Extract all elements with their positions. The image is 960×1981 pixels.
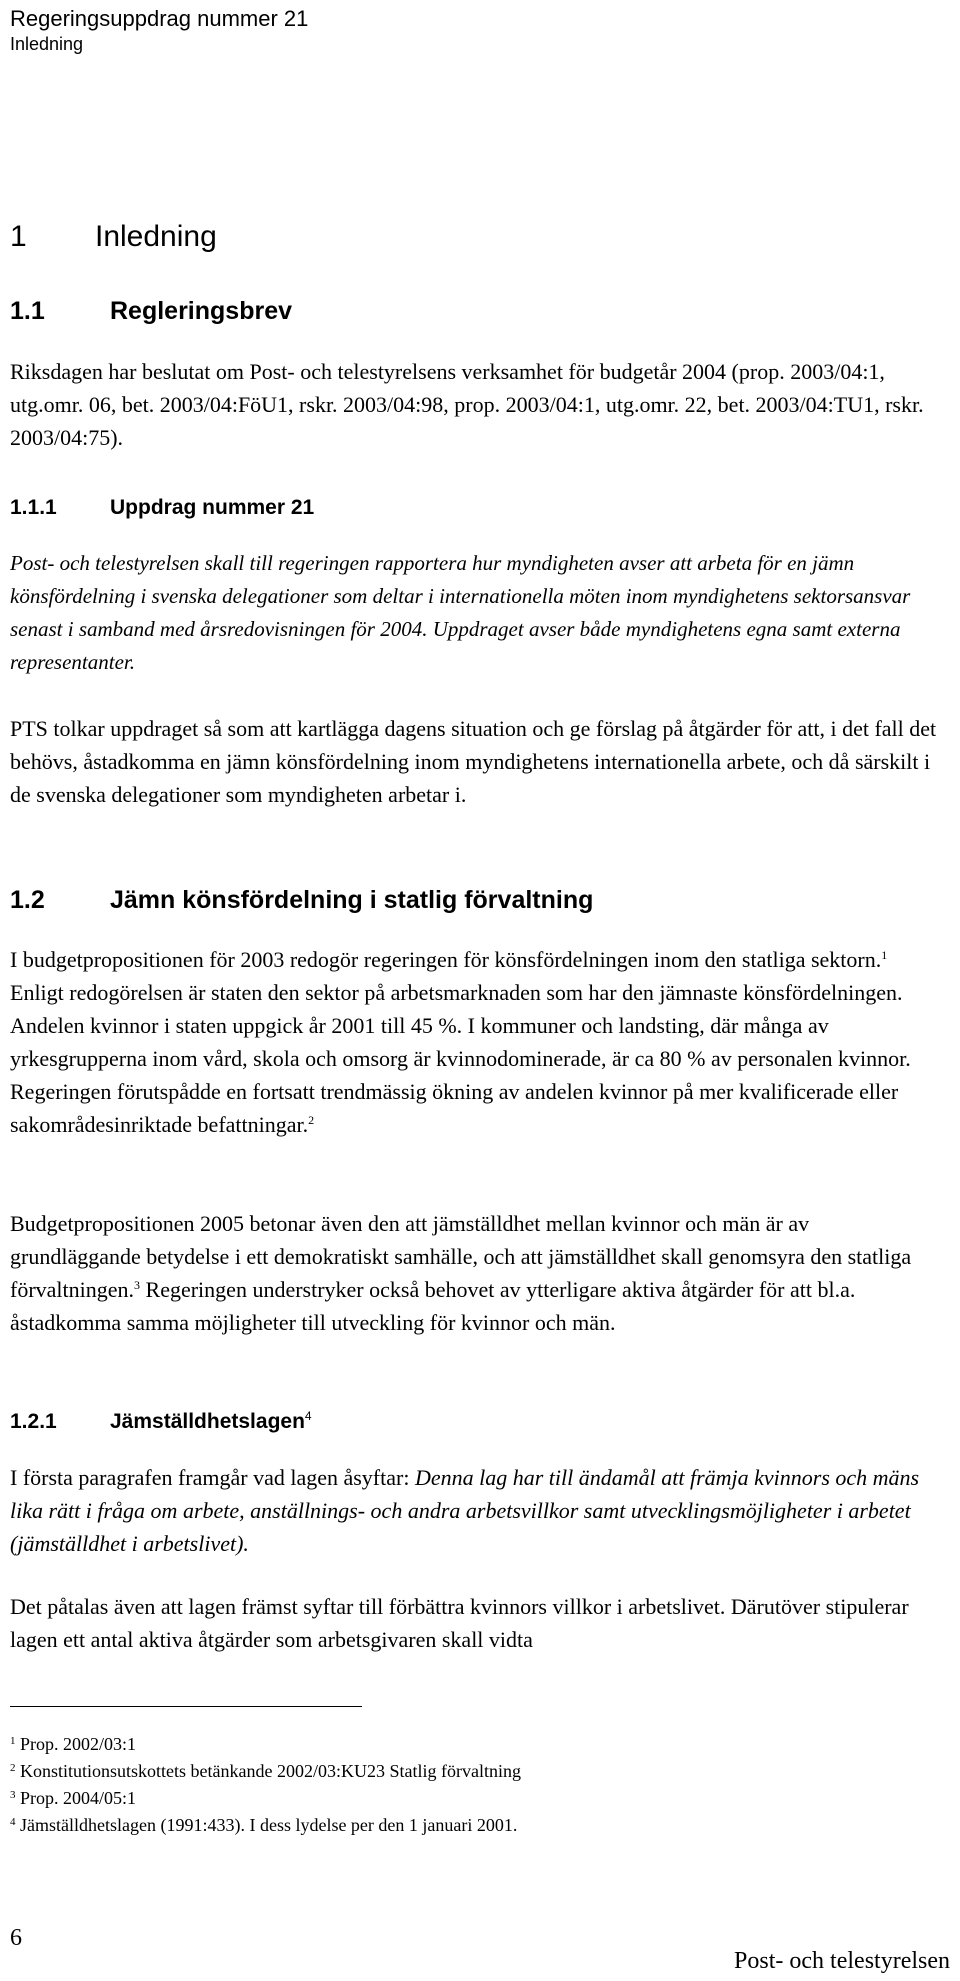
paragraph-law-measures: Det påtalas även att lagen främst syftar till förbättra kvinnors villkor i arbetslivet. Därutöver stipulerar lagen ett antal aktiva åtgärder som arbetsgivaren skall vidta xyxy=(10,1594,909,1652)
paragraph-pts-interpretation: PTS tolkar uppdraget så som att kartlägga dagens situation och ge förslag på åtgärder för att, i det fall det behövs, åstadkomma en jämn könsfördelning inom myndighetens internationella arbete, och då särskilt i de svenska delegationer som myndigheten arbetar i. xyxy=(10,716,937,807)
paragraph-law-purpose xyxy=(10,1461,945,1560)
section-heading-1-2 xyxy=(10,886,593,915)
section-number: 1.2 xyxy=(10,886,45,914)
footnote-text: Jämställdhetslagen (1991:433). I dess lydelse per den 1 januari 2001. xyxy=(20,1815,518,1835)
footnote-separator xyxy=(10,1706,362,1707)
footnote-number: 3 xyxy=(10,1789,16,1801)
subsection-title: Uppdrag nummer 21 xyxy=(110,496,315,519)
footnote-2 xyxy=(10,1760,521,1782)
footnote-ref: 1 xyxy=(881,948,888,962)
footnote-ref: 2 xyxy=(308,1113,315,1127)
text-run: Enligt redogörelsen är staten den sektor på arbetsmarknaden som har den jämnaste könsfördelningen. Andelen kvinnor i staten uppgick år 2001 till 45 %. I kommuner och landsting, där många av yrkesgrupperna inom vård, skola och omsorg är kvinnodominerade, är ca 80 % av personalen kvinnor. Regeringen förutspådde en fortsatt trendmässig ökning av andelen kvinnor på mer kvalificerade eller sakområdesinriktade befattningar. xyxy=(10,980,911,1137)
subsection-number: 1.1.1 xyxy=(10,496,57,519)
footnote-4 xyxy=(10,1814,517,1836)
footnote-text: Konstitutionsutskottets betänkande 2002/03:KU23 Statlig förvaltning xyxy=(20,1761,521,1781)
footnote-ref: 3 xyxy=(134,1278,141,1292)
section-title: Jämn könsfördelning i statlig förvaltning xyxy=(110,886,594,914)
footnote-number: 1 xyxy=(10,1735,16,1747)
paragraph-budget-2003 xyxy=(10,943,945,1141)
text-run: Regeringen understryker också behovet av ytterligare aktiva åtgärder för att bl.a. åstadkomma samma möjligheter till utveckling för kvinnor och män. xyxy=(10,1277,856,1335)
document-title: Regeringsuppdrag nummer 21 xyxy=(10,6,309,31)
footnote-number: 2 xyxy=(10,1762,16,1774)
document-section: Inledning xyxy=(10,34,84,54)
footnote-number: 4 xyxy=(10,1816,16,1828)
footnote-ref: 4 xyxy=(304,1409,312,1423)
paragraph-assignment-text: Post- och telestyrelsen skall till regeringen rapportera hur myndigheten avser att arbeta för en jämn könsfördelning i svenska delegationer som deltar i internationella möten inom myndighetens sektorsansvar senast i samband med årsredovisningen för 2004. Uppdraget avser både myndighetens egna samt externa representanter. xyxy=(10,551,911,674)
subsection-heading-1-2-1 xyxy=(10,1410,312,1434)
chapter-title: Inledning xyxy=(95,220,217,253)
subsection-title: Jämställdhetslagen xyxy=(110,1410,305,1433)
footnote-text: Prop. 2004/05:1 xyxy=(20,1788,137,1808)
law-quote: Denna lag har till ändamål att främja kvinnors och mäns lika rätt i fråga om arbete, anställnings- och andra arbetsvillkor samt utvecklingsmöjligheter i arbetet (jämställdhet i arbetslivet). xyxy=(10,1465,920,1556)
page-number: 6 xyxy=(10,1925,22,1951)
paragraph-regleringsbrev: Riksdagen har beslutat om Post- och telestyrelsens verksamhet för budgetår 2004 (prop. 2003/04:1, utg.omr. 06, bet. 2003/04:FöU1, rskr. 2003/04:98, prop. 2003/04:1, utg.omr. 22, bet. 2003/04:TU1, rskr. 2003/04:75). xyxy=(10,359,924,450)
subsection-number: 1.2.1 xyxy=(10,1410,57,1433)
section-heading-1-1 xyxy=(10,297,292,326)
paragraph-budget-2005 xyxy=(10,1207,945,1339)
subsection-heading-1-1-1 xyxy=(10,496,314,520)
footer-organization: Post- och telestyrelsen xyxy=(734,1948,950,1974)
footnote-1 xyxy=(10,1733,136,1755)
running-header xyxy=(10,6,308,56)
text-run: I budgetpropositionen för 2003 redogör regeringen för könsfördelningen inom den statliga sektorn. xyxy=(10,947,882,972)
footnote-text: Prop. 2002/03:1 xyxy=(20,1734,137,1754)
chapter-heading xyxy=(10,220,217,254)
chapter-number: 1 xyxy=(10,220,27,253)
text-run: I första paragrafen framgår vad lagen åsyftar: xyxy=(10,1465,415,1490)
section-title: Regleringsbrev xyxy=(110,297,293,325)
section-number: 1.1 xyxy=(10,297,45,325)
footnote-3 xyxy=(10,1787,136,1809)
text-run: Budgetpropositionen 2005 betonar även den att jämställdhet mellan kvinnor och män är av grundläggande betydelse i ett demokratiskt samhälle, och att jämställdhet skall genomsyra den statliga förvaltningen. xyxy=(10,1211,912,1302)
